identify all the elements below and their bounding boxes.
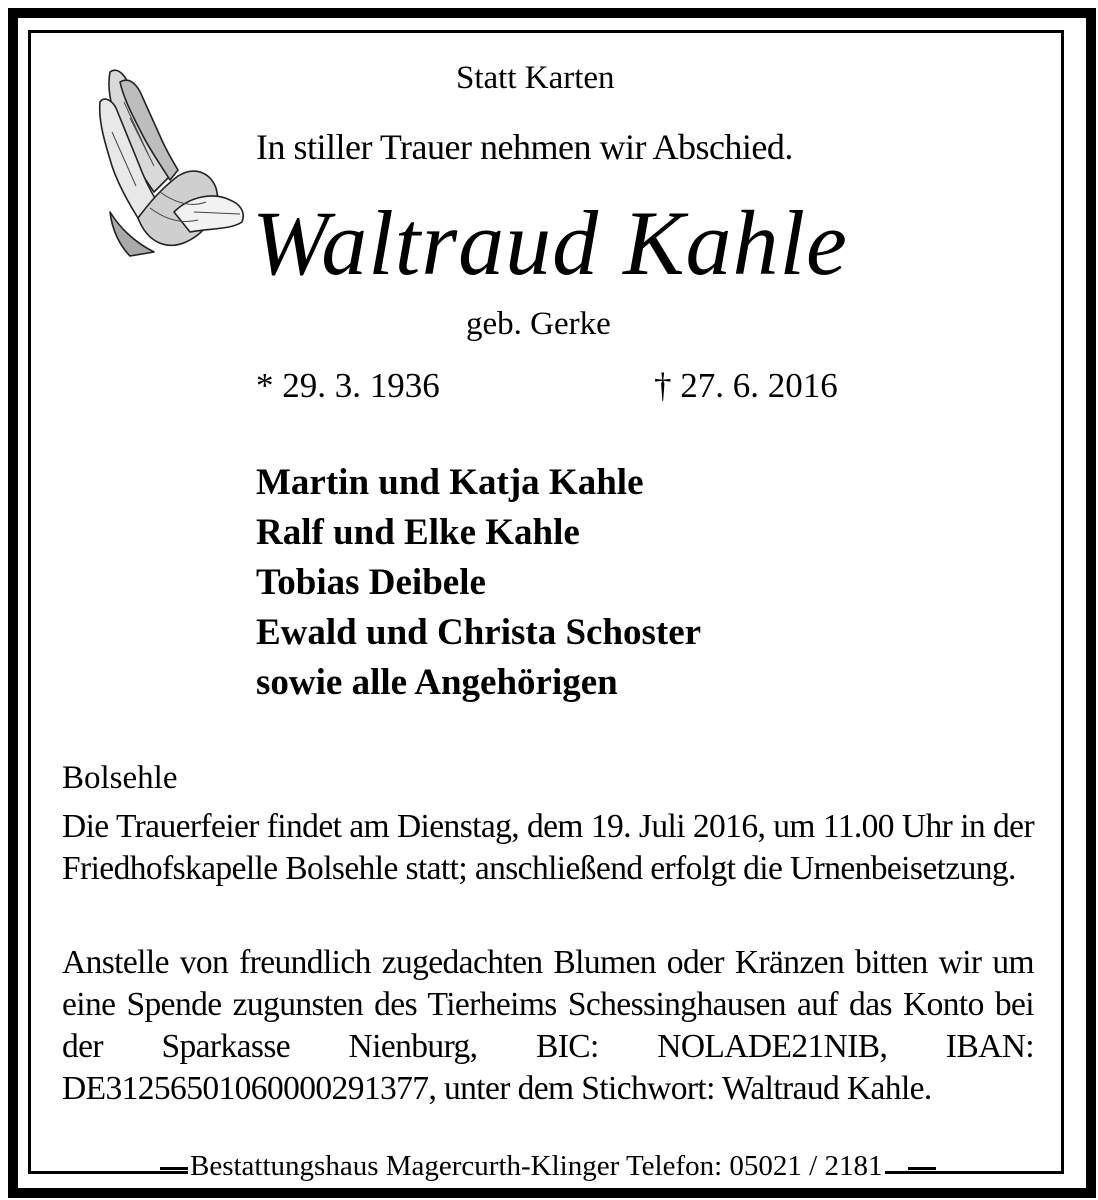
intro-text: In stiller Trauer nehmen wir Abschied.	[256, 127, 793, 167]
mourner-item: Martin und Katja Kahle	[256, 462, 644, 503]
ceremony-paragraph: Die Trauerfeier findet am Dienstag, dem 19. Juli 2016, um 11.00 Uhr in der Friedhofskapelle Bolsehle statt; anschließend erfolgt die Urnenbeisetzung.	[62, 808, 1034, 887]
death-date: † 27. 6. 2016	[654, 366, 838, 405]
header-statt-karten: Statt Karten	[456, 60, 615, 96]
mourner-item: Ewald und Christa Schoster	[256, 612, 702, 653]
place-name: Bolsehle	[62, 760, 178, 796]
mourners-list	[256, 458, 701, 708]
praying-hands-icon	[90, 62, 250, 258]
mourner-item: Tobias Deibele	[256, 562, 486, 603]
maiden-name: geb. Gerke	[466, 306, 611, 342]
mourner-item: Ralf und Elke Kahle	[256, 512, 580, 553]
undertaker-footer: Bestattungshaus Magercurth-Klinger Telefon: 05021 / 2181	[190, 1150, 883, 1182]
donation-paragraph: Anstelle von freundlich zugedachten Blumen oder Kränzen bitten wir um eine Spende zugunsten des Tierheims Schessinghausen auf das Konto bei der Sparkasse Nienburg, BIC: NOLADE21NIB, IBAN: DE31256501060000291377, unter dem Stichwort: Waltraud Kahle.	[62, 944, 1034, 1107]
footer-rule-left	[160, 1167, 188, 1170]
deceased-name: Waltraud Kahle	[252, 192, 848, 294]
footer-rule-right	[908, 1167, 936, 1170]
mourner-item: sowie alle Angehörigen	[256, 662, 618, 703]
birth-date: * 29. 3. 1936	[256, 366, 440, 405]
